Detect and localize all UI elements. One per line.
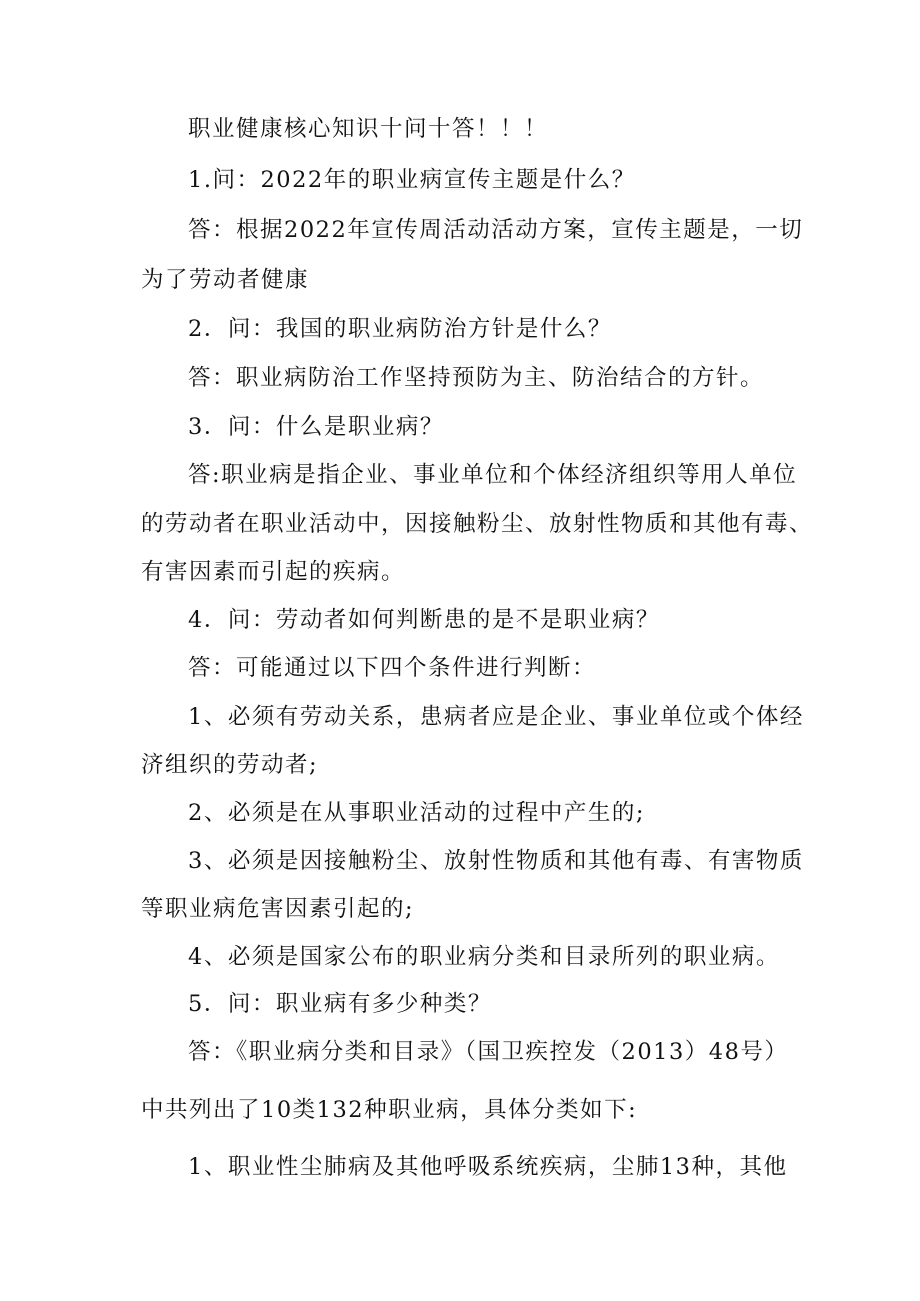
condition-1-line-2: 济组织的劳动者; bbox=[141, 752, 319, 778]
condition-3-line-2: 等职业病危害因素引起的; bbox=[141, 896, 415, 922]
question-1: 1.问：2022年的职业病宣传主题是什么？ bbox=[188, 167, 636, 193]
condition-4: 4、必须是国家公布的职业病分类和目录所列的职业病。 bbox=[188, 944, 780, 970]
answer-1-line-1: 答：根据2022年宣传周活动活动方案，宣传主题是，一切 bbox=[188, 217, 804, 243]
question-5: 5．问：职业病有多少种类？ bbox=[188, 991, 492, 1017]
answer-3-line-3: 有害因素而引起的疾病。 bbox=[141, 559, 406, 585]
answer-5-line-2: 中共列出了10类132种职业病，具体分类如下: bbox=[141, 1097, 638, 1123]
answer-4-intro: 答：可能通过以下四个条件进行判断： bbox=[188, 655, 597, 681]
question-2: 2．问：我国的职业病防治方针是什么？ bbox=[188, 316, 612, 342]
question-4: 4．问：劳动者如何判断患的是不是职业病？ bbox=[188, 607, 660, 633]
document-title: 职业健康核心知识十问十答！！！ bbox=[188, 116, 549, 142]
condition-1-line-1: 1、必须有劳动关系，患病者应是企业、事业单位或个体经 bbox=[188, 704, 804, 730]
answer-2: 答：职业病防治工作坚持预防为主、防治结合的方针。 bbox=[188, 365, 765, 391]
condition-2: 2、必须是在从事职业活动的过程中产生的; bbox=[188, 800, 645, 826]
answer-5-line-1: 答：《职业病分类和目录》（国卫疾控发（2013）48号） bbox=[188, 1039, 789, 1065]
condition-3-line-1: 3、必须是因接触粉尘、放射性物质和其他有毒、有害物质 bbox=[188, 848, 804, 874]
answer-3-line-1: 答:职业病是指企业、事业单位和个体经济组织等用人单位 bbox=[188, 462, 798, 488]
category-1-line-1: 1、职业性尘肺病及其他呼吸系统疾病，尘肺13种，其他 bbox=[188, 1154, 788, 1180]
question-3: 3．问：什么是职业病？ bbox=[188, 414, 444, 440]
answer-3-line-2: 的劳动者在职业活动中，因接触粉尘、放射性物质和其他有毒、 bbox=[141, 511, 814, 537]
answer-1-line-2: 为了劳动者健康 bbox=[141, 267, 310, 293]
